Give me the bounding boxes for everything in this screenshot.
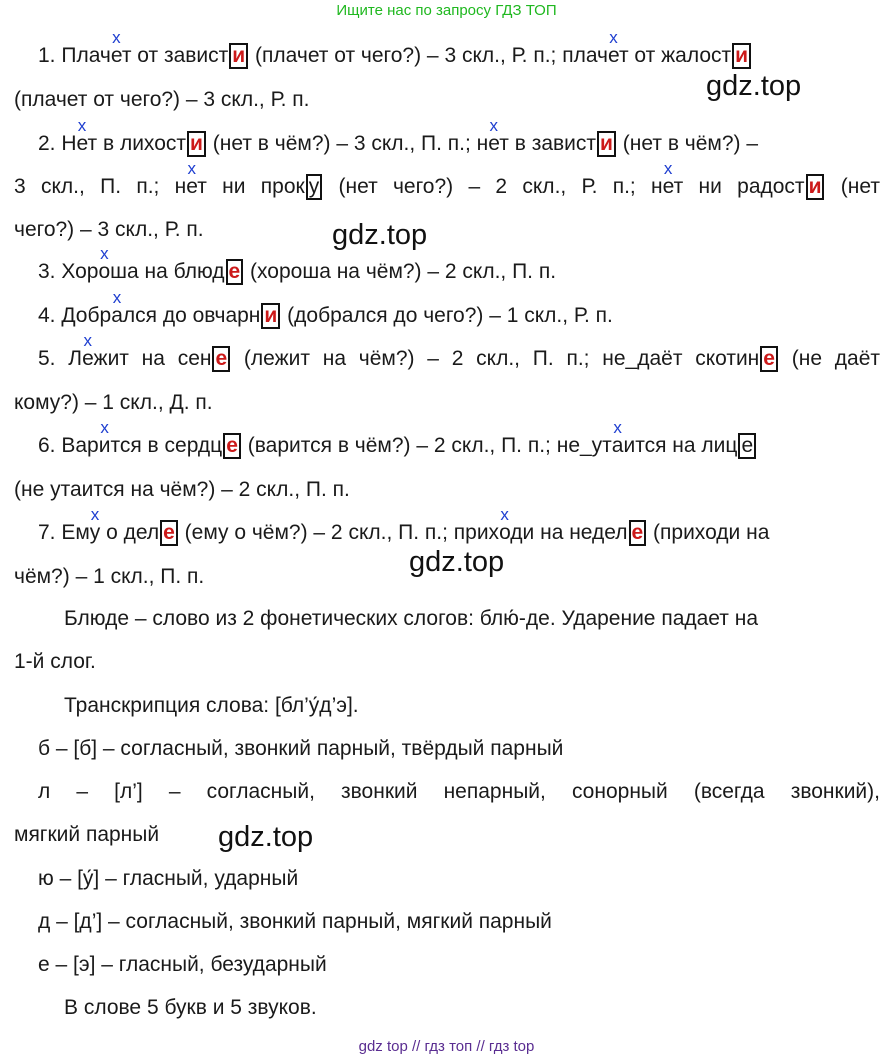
- ending-box: е: [629, 520, 647, 546]
- stress-mark: x о: [98, 260, 110, 283]
- ending-box: е: [738, 433, 756, 459]
- footer-links[interactable]: gdz top // гдз топ // гдз top: [358, 1038, 535, 1055]
- ending-box: и: [229, 43, 248, 69]
- ending-box: е: [760, 346, 778, 372]
- item-7-line-1: 7. Емx у о дел е (ему о чём?) – 2 скл., П. п.; прихx оди на недел е (приходи на: [38, 520, 880, 546]
- stress-mark: x и: [99, 434, 111, 457]
- stress-mark: x е: [111, 44, 122, 67]
- ending-box: е: [226, 259, 244, 285]
- ending-box: е: [160, 520, 178, 546]
- item-6-line-2: (не утаится на чём?) – 2 скл., П. п.: [14, 478, 350, 501]
- ending-box: е: [212, 346, 230, 372]
- analysis-sound-e: е – [э] – гласный, безударный: [38, 953, 327, 976]
- stress-mark: x е: [488, 132, 499, 155]
- stress-mark: x а: [111, 304, 123, 327]
- item-5-line-2: кому?) – 1 скл., Д. п.: [14, 391, 213, 414]
- stress-mark: x о: [499, 521, 510, 544]
- ending-box: и: [261, 303, 280, 329]
- ending-box: и: [806, 174, 825, 200]
- analysis-sound-l: л – [л’] – согласный, звонкий непарный, сонорный (всегда звонкий),: [38, 780, 880, 803]
- stress-mark: x а: [612, 434, 624, 457]
- item-2-line-3: чего?) – 3 скл., Р. п.: [14, 218, 204, 241]
- item-2-line-2: 3 скл., П. п.; нx ет ни прок у (нет чего?) – 2 скл., Р. п.; нx ет ни радост и (нет: [14, 174, 880, 200]
- ending-box: е: [223, 433, 241, 459]
- item-1-line-2: (плачет от чего?) – 3 скл., Р. п.: [14, 88, 310, 111]
- item-6-line-1: 6. Варx ится в сердц е (варится в чём?) – 2 скл., П. п.; не_утx аится на лиц е: [38, 433, 880, 459]
- watermark: gdz.top: [332, 219, 428, 251]
- item-5-line-1: 5. Лx ежит на сен е (лежит на чём?) – 2 скл., П. п.; не_даёт скотин е (не даёт: [38, 346, 880, 372]
- stress-mark: x е: [186, 175, 197, 198]
- ending-box: и: [597, 131, 616, 157]
- stress-mark: x е: [82, 347, 93, 370]
- analysis-sound-d: д – [д’] – согласный, звонкий парный, мягкий парный: [38, 910, 552, 933]
- item-2-line-1: 2. Нx ет в лихост и (нет в чём?) – 3 скл., П. п.; нx ет в завист и (нет в чём?) –: [38, 131, 880, 157]
- ending-box: и: [187, 131, 206, 157]
- analysis-sound-l-cont: мягкий парный: [14, 823, 160, 846]
- stress-mark: x е: [77, 132, 88, 155]
- watermark: gdz.top: [706, 70, 802, 102]
- analysis-sound-b: б – [б] – согласный, звонкий парный, твёрдый парный: [38, 737, 564, 760]
- analysis-syllables: Блюде – слово из 2 фонетических слогов: блю́-де. Ударение падает на: [64, 607, 759, 630]
- stress-mark: x е: [608, 44, 619, 67]
- ending-box: у: [306, 174, 323, 200]
- analysis-sound-yu: ю – [у́] – гласный, ударный: [38, 867, 299, 890]
- watermark: gdz.top: [218, 821, 314, 853]
- item-4-line-1: 4. Добрx ался до овчарн и (добрался до чего?) – 1 скл., Р. п.: [38, 303, 880, 329]
- analysis-syllables-cont: 1-й слог.: [14, 650, 96, 673]
- search-banner[interactable]: Ищите нас по запросу ГДЗ ТОП: [336, 2, 557, 19]
- stress-mark: x е: [663, 175, 674, 198]
- analysis-summary: В слове 5 букв и 5 звуков.: [64, 996, 317, 1019]
- watermark: gdz.top: [409, 546, 505, 578]
- analysis-transcription: Транскрипция слова: [бл’у́д’э].: [64, 694, 359, 717]
- item-3-line-1: 3. Хорx оша на блюд е (хороша на чём?) – 2 скл., П. п.: [38, 259, 880, 285]
- item-1-line-1: 1. Плачx ет от завист и (плачет от чего?) – 3 скл., Р. п.; плачx ет от жалост и: [38, 43, 880, 69]
- stress-mark: x у: [90, 521, 101, 544]
- ending-box: и: [732, 43, 751, 69]
- item-7-line-2: чём?) – 1 скл., П. п.: [14, 565, 205, 588]
